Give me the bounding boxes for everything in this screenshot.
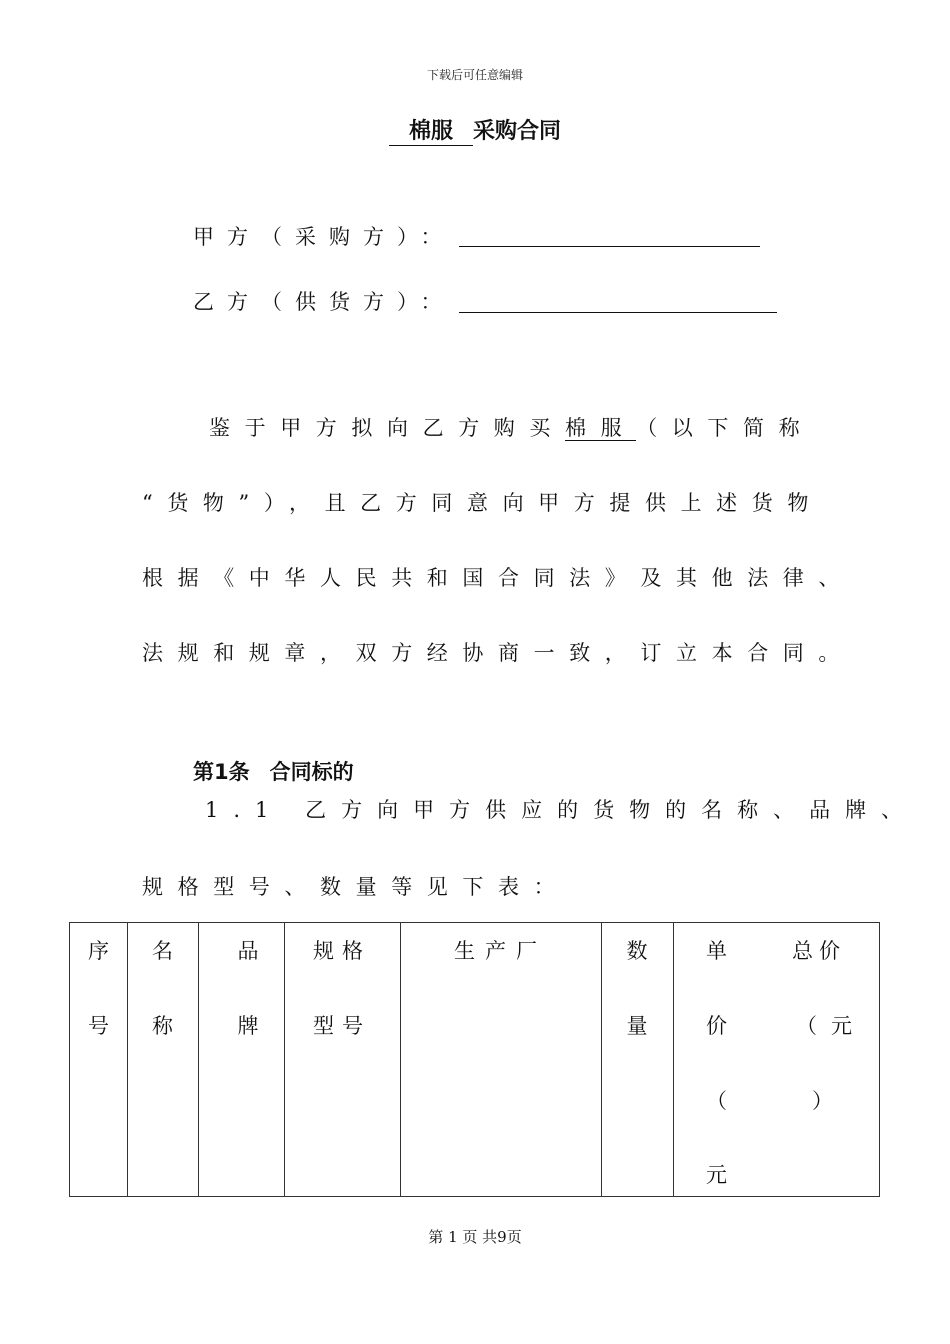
party-a-blank (459, 246, 760, 247)
party-a-label: 甲方（采购方）： (193, 225, 455, 249)
header-seq-2: 号 (88, 1014, 109, 1038)
header-brand-2: 牌 (237, 1014, 259, 1038)
header-name-2: 称 (152, 1014, 173, 1038)
page-footer: 第 1 页 共9页 (428, 1228, 522, 1246)
preamble-line-1-post: （以下简称 (636, 416, 815, 440)
header-qty-2: 量 (626, 1014, 648, 1038)
article-1-heading (193, 756, 354, 786)
header-unit-price-2: 价 (706, 1014, 727, 1038)
preamble-line-3: 根据《中华人民共和国合同法》及其他法律、 (142, 566, 854, 590)
party-b-blank (459, 312, 777, 313)
goods-table (69, 922, 880, 1197)
preamble-line-2: “货物”），且乙方同意向甲方提供上述货物 (142, 491, 823, 515)
header-unit-price-3: （ (706, 1089, 727, 1113)
header-total-price-3: ） (812, 1089, 833, 1113)
preamble-line-4: 法规和规章，双方经协商一致，订立本合同。 (142, 641, 854, 665)
header-spec-1: 规格 (313, 939, 371, 963)
contract-title (0, 114, 950, 146)
clause-1-1-line-2: 规格型号、数量等见下表： (142, 875, 570, 899)
header-total-price-2: （元 (796, 1014, 866, 1038)
header-manufacturer: 生产厂 (454, 939, 547, 963)
header-name-1: 名 (152, 939, 173, 963)
header-note: 下载后可任意编辑 (426, 68, 523, 82)
header-qty-1: 数 (626, 939, 648, 963)
header-unit-price-4: 元 (706, 1163, 727, 1187)
preamble-line-1-pre: 鉴于甲方拟向乙方购买 (209, 416, 565, 440)
article-1-number: 第1条 (193, 760, 250, 784)
header-seq-1: 序 (88, 939, 109, 963)
party-b-label: 乙方（供货方）： (193, 290, 455, 314)
article-1-title: 合同标的 (269, 760, 354, 784)
header-unit-price-1: 单 (706, 939, 727, 963)
preamble-goods-fill: 棉服 (565, 416, 637, 440)
title-fill: 棉服 (389, 117, 473, 146)
header-spec-2: 型号 (313, 1014, 371, 1038)
clause-1-1-line-1: 1.1 乙方向甲方供应的货物的名称、品牌、 (205, 798, 918, 822)
title-text: 采购合同 (473, 118, 562, 144)
preamble-line-1 (209, 412, 814, 442)
header-brand-1: 品 (237, 939, 259, 963)
table-divider (673, 923, 674, 1196)
header-total-price-1: 总价 (792, 939, 846, 963)
